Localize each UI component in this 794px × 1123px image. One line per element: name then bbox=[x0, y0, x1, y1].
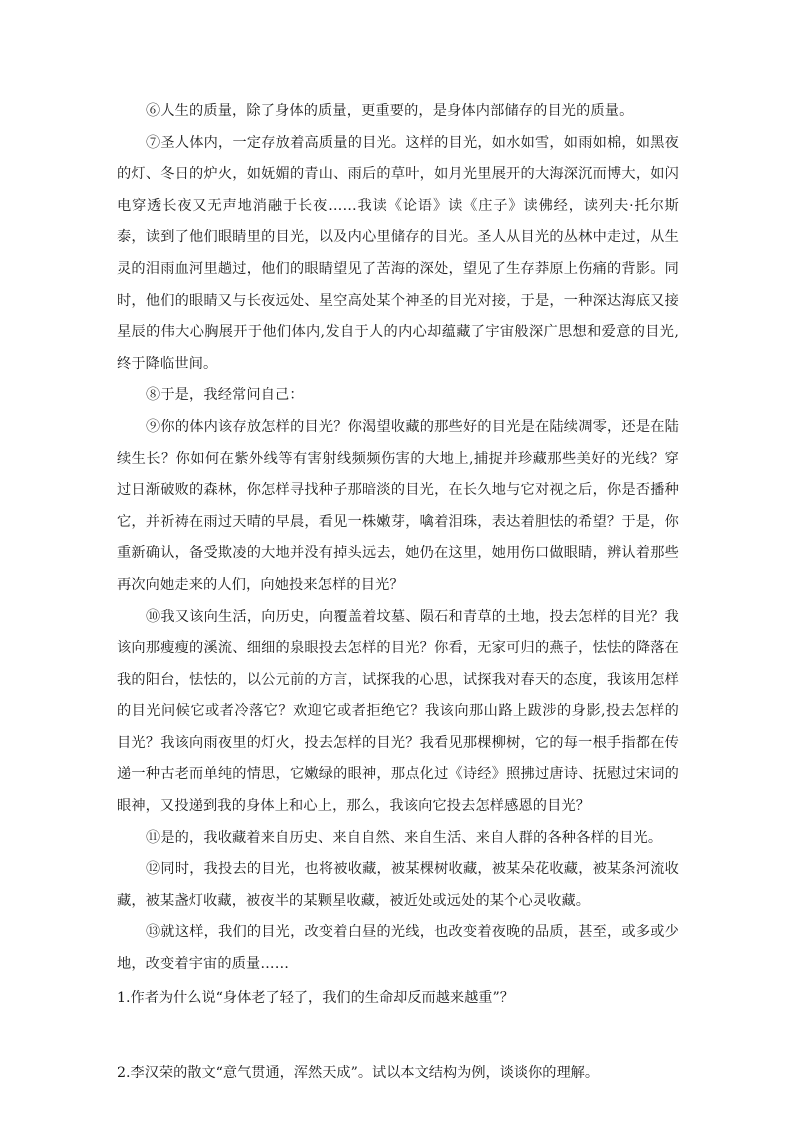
question-2: 2.李汉荣的散文“意气贯通，浑然天成”。试以本文结构为例，谈谈你的理解。 bbox=[117, 1065, 600, 1082]
paragraph-11: ⑪是的，我收藏着来自历史、来自自然、来自生活、来自人群的各种各样的目光。 bbox=[146, 829, 663, 846]
paragraph-9: ⑨你的体内该存放怎样的目光？你渴望收藏的那些好的目光是在陆续凋零，还是在陆续生长？你如何在紫外线等有害射线频频伤害的大地上,捕捉并珍藏那些美好的光线？穿过日渐破败的森林，你怎样寻找种子那暗淡的目光，在长久地与它对视之后，你是否播种它，并祈祷在雨过天晴的早晨，看见一株嫩芽，噙着泪珠，表达着胆怯的希望？于是，你重新确认，备受欺凌的大地并没有掉头远去，她仍在这里，她用伤口做眼睛，辨认着那些再次向她走来的人们，向她投来怎样的目光？ bbox=[117, 418, 679, 593]
paragraph-8: ⑧于是，我经常问自己： bbox=[146, 387, 304, 404]
paragraph-13: ⑬就这样，我们的目光，改变着白昼的光线，也改变着夜晚的品质，甚至，或多或少地，改变着宇宙的质量…… bbox=[117, 924, 679, 973]
paragraph-12: ⑫同时，我投去的目光，也将被收藏，被某棵树收藏，被某朵花收藏，被某条河流收藏，被某盏灯收藏，被夜半的某颗星收藏，被近处或远处的某个心灵收藏。 bbox=[117, 861, 679, 909]
paragraph-7: ⑦圣人体内，一定存放着高质量的目光。这样的目光，如水如雪，如雨如棉，如黑夜的灯、冬日的炉火，如妩媚的青山、雨后的草叶，如月光里展开的大海深沉而博大，如闪电穿透长夜又无声地消融于长夜……我读《论语》读《庄子》读佛经，读列夫·托尔斯泰，读到了他们眼睛里的目光，以及内心里储存的目光。圣人从目光的丛林中走过，从生灵的泪雨血河里趟过，他们的眼睛望见了苦海的深处，望见了生存莽原上伤痛的背影。同时，他们的眼睛又与长夜远处、星空高处某个神圣的目光对接，于是，一种深达海底又接星辰的伟大心胸展开于他们体内,发自于人的内心却蕴藏了宇宙般深广思想和爱意的目光,终于降临世间。 bbox=[117, 134, 679, 372]
document-page bbox=[117, 96, 679, 1090]
question-1: 1.作者为什么说“身体老了轻了，我们的生命却反而越来越重”？ bbox=[117, 989, 514, 1006]
paragraph-6: ⑥人生的质量，除了身体的质量，更重要的，是身体内部储存的目光的质量。 bbox=[146, 103, 634, 119]
paragraph-10: ⑩我又该向生活，向历史，向覆盖着坟墓、陨石和青草的土地，投去怎样的目光？我该向那瘦瘦的溪流、细细的泉眼投去怎样的目光？你看，无家可归的燕子，怯怯的降落在我的阳台，怯怯的，以公元前的方言，试探我的心思，试探我对春天的态度，我该用怎样的目光问候它或者冷落它？欢迎它或者拒绝它？我该向那山路上跋涉的身影,投去怎样的目光？我该向雨夜里的灯火，投去怎样的目光？我看见那棵柳树，它的每一根手指都在传递一种古老而单纯的情思，它嫩绿的眼神，那点化过《诗经》照拂过唐诗、抚慰过宋词的眼神，又投递到我的身体上和心上，那么，我该向它投去怎样感恩的目光？ bbox=[117, 608, 679, 815]
